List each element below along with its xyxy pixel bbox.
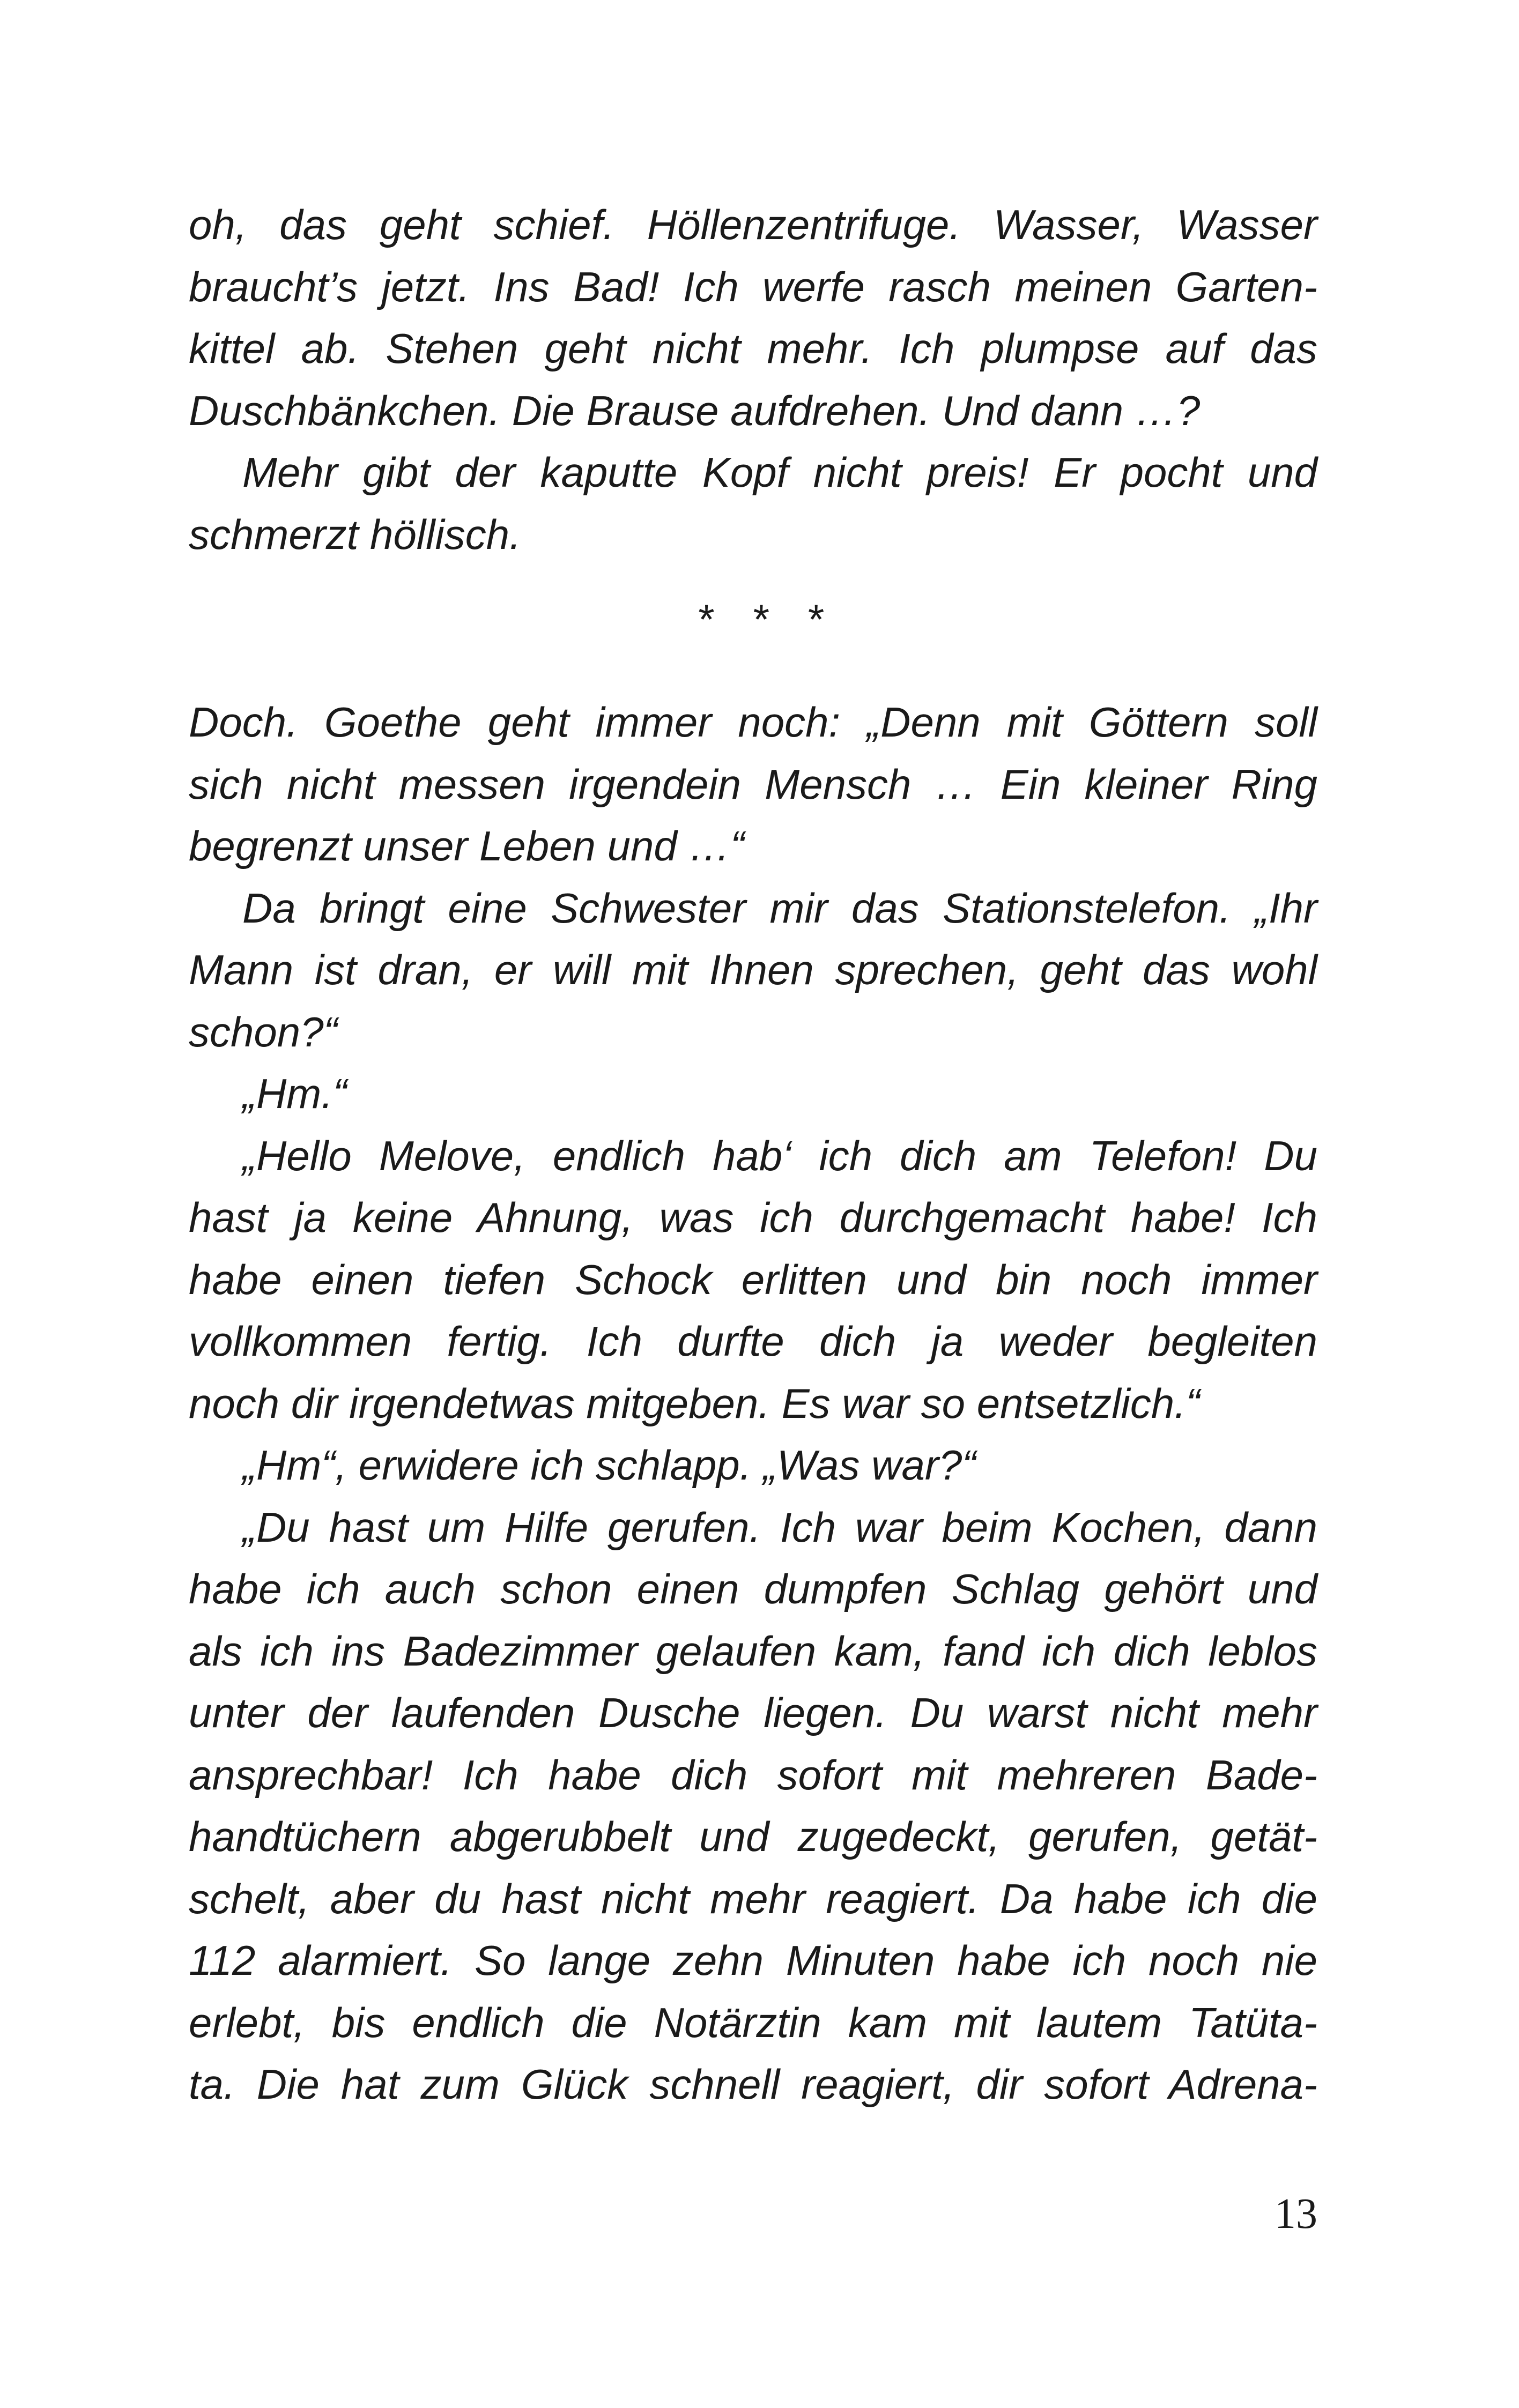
text-line: „Du hast um Hilfe gerufen. Ich war beim Kochen, dann xyxy=(242,1503,1317,1551)
text-line: begrenzt unser Leben und …“ xyxy=(189,822,745,869)
text-line: braucht’s jetzt. Ins Bad! Ich werfe rasch meinen Garten- xyxy=(189,263,1317,310)
text-line: „Hello Melove, endlich hab‘ ich dich am Telefon! Du xyxy=(242,1132,1317,1179)
text-line: als ich ins Badezimmer gelaufen kam, fand ich dich leblos xyxy=(189,1627,1317,1675)
text-line: Da bringt eine Schwester mir das Stationstelefon. „Ihr xyxy=(242,884,1317,932)
text-line: erlebt, bis endlich die Notärztin kam mit lautem Tatüta- xyxy=(189,1998,1317,2046)
text-line: ta. Die hat zum Glück schnell reagiert, dir sofort Adrena- xyxy=(189,2061,1317,2108)
text-line: schon?“ xyxy=(189,1008,338,1056)
separator-asterisk: * xyxy=(696,596,713,643)
text-line: Duschbänkchen. Die Brause aufdrehen. Und dann …? xyxy=(189,387,1201,434)
text-line: „Hm“, erwidere ich schlapp. „Was war?“ xyxy=(242,1441,976,1489)
text-line: vollkommen fertig. Ich durfte dich ja weder begleiten xyxy=(189,1318,1317,1365)
text-section-1 xyxy=(189,194,1317,566)
text-line: unter der laufenden Dusche liegen. Du warst nicht mehr xyxy=(189,1689,1317,1736)
text-line: schelt, aber du hast nicht mehr reagiert. Da habe ich die xyxy=(189,1875,1317,1922)
text-line: schmerzt höllisch. xyxy=(189,510,521,558)
text-line: ansprechbar! Ich habe dich sofort mit mehreren Bade- xyxy=(189,1751,1317,1798)
text-line: hast ja keine Ahnung, was ich durchgemacht habe! Ich xyxy=(189,1194,1317,1241)
text-line: „Hm.“ xyxy=(242,1070,347,1117)
text-line: habe ich auch schon einen dumpfen Schlag gehört und xyxy=(189,1565,1317,1612)
text-section-2 xyxy=(189,692,1317,2116)
separator-asterisk: * xyxy=(751,596,768,643)
text-line: handtüchern abgerubbelt und zugedeckt, gerufen, getät- xyxy=(189,1813,1317,1860)
text-line: oh, das geht schief. Höllenzentrifuge. Wasser, Wasser xyxy=(189,201,1317,248)
text-line: noch dir irgendetwas mitgeben. Es war so entsetzlich.“ xyxy=(189,1379,1200,1427)
section-separator xyxy=(0,595,1519,644)
text-line: 112 alarmiert. So lange zehn Minuten habe ich noch nie xyxy=(189,1937,1317,1984)
separator-asterisk: * xyxy=(806,596,823,643)
text-line: Mann ist dran, er will mit Ihnen sprechen, geht das wohl xyxy=(189,946,1317,993)
text-line: habe einen tiefen Schock erlitten und bin noch immer xyxy=(189,1255,1317,1303)
page-number: 13 xyxy=(1275,2190,1317,2238)
text-line: kittel ab. Stehen geht nicht mehr. Ich plumpse auf das xyxy=(189,325,1317,372)
text-line: Doch. Goethe geht immer noch: „Denn mit Göttern soll xyxy=(189,698,1317,746)
text-line: Mehr gibt der kaputte Kopf nicht preis! Er pocht und xyxy=(242,449,1317,496)
text-line: sich nicht messen irgendein Mensch … Ein kleiner Ring xyxy=(189,760,1317,808)
